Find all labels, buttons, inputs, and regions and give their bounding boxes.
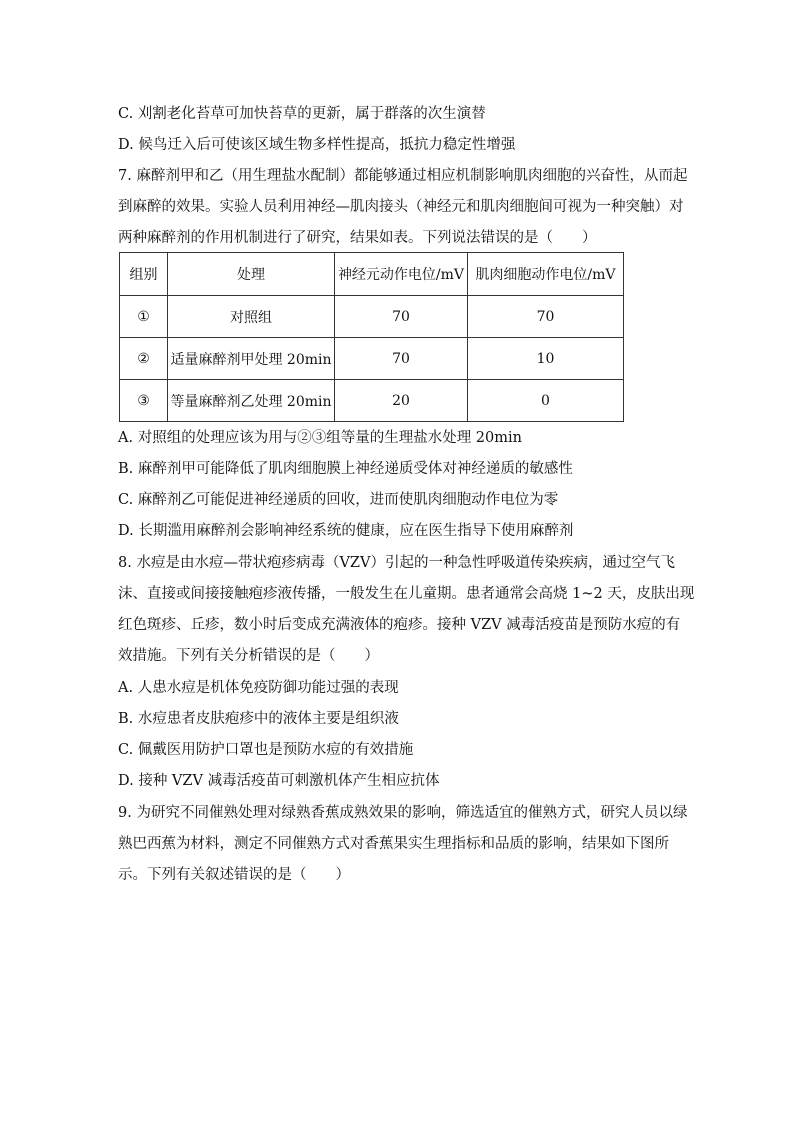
cell-treatment: 适量麻醉剂甲处理 20min — [168, 338, 335, 380]
question-9-stem-line-3: 示。下列有关叙述错误的是（ ） — [118, 867, 350, 883]
cell-treatment: 对照组 — [168, 296, 335, 338]
table-row — [120, 338, 624, 380]
header-muscle-potential: 肌肉细胞动作电位/mV — [468, 253, 624, 296]
cell-treatment: 等量麻醉剂乙处理 20min — [168, 380, 335, 422]
question-8-stem-line-1: 8. 水痘是由水痘—带状疱疹病毒（VZV）引起的一种急性呼吸道传染疾病，通过空气飞 — [118, 555, 675, 571]
question-8-stem-line-3: 红色斑疹、丘疹，数小时后变成充满液体的疱疹。接种 VZV 减毒活疫苗是预防水痘的有 — [118, 617, 681, 633]
option-c-q7: C. 麻醉剂乙可能促进神经递质的回收，进而使肌肉细胞动作电位为零 — [118, 492, 559, 508]
question-8-stem-line-2: 沫、直接或间接接触疱疹液传播，一般发生在儿童期。患者通常会高烧 1~2 天，皮肤出现 — [118, 586, 695, 602]
cell-muscle-value: 10 — [468, 338, 624, 380]
header-treatment: 处理 — [168, 253, 335, 296]
option-d-q6: D. 候鸟迁入后可使该区域生物多样性提高，抵抗力稳定性增强 — [118, 137, 516, 153]
cell-muscle-value: 0 — [468, 380, 624, 422]
header-neuron-potential: 神经元动作电位/mV — [335, 253, 468, 296]
table-row — [120, 380, 624, 422]
experiment-table — [119, 252, 624, 422]
cell-neuron-value: 70 — [335, 296, 468, 338]
table-header-row — [120, 253, 624, 296]
cell-group: ① — [120, 296, 168, 338]
question-7-stem-line-2: 到麻醉的效果。实验人员利用神经—肌肉接头（神经元和肌肉细胞间可视为一种突触）对 — [118, 199, 684, 215]
question-8-stem-line-4: 效措施。下列有关分析错误的是（ ） — [118, 648, 379, 664]
option-d-q8: D. 接种 VZV 减毒活疫苗可刺激机体产生相应抗体 — [118, 773, 440, 789]
cell-group: ③ — [120, 380, 168, 422]
cell-group: ② — [120, 338, 168, 380]
option-d-q7: D. 长期滥用麻醉剂会影响神经系统的健康，应在医生指导下使用麻醉剂 — [118, 523, 574, 539]
option-b-q7: B. 麻醉剂甲可能降低了肌肉细胞膜上神经递质受体对神经递质的敏感性 — [118, 461, 573, 477]
cell-neuron-value: 70 — [335, 338, 468, 380]
question-7-stem-line-1: 7. 麻醉剂甲和乙（用生理盐水配制）都能够通过相应机制影响肌肉细胞的兴奋性，从而起 — [118, 168, 688, 184]
option-a-q7: A. 对照组的处理应该为用与②③组等量的生理盐水处理 20min — [118, 430, 522, 446]
option-b-q8: B. 水痘患者皮肤疱疹中的液体主要是组织液 — [118, 711, 399, 727]
cell-neuron-value: 20 — [335, 380, 468, 422]
header-group: 组别 — [120, 253, 168, 296]
cell-muscle-value: 70 — [468, 296, 624, 338]
option-c-q6: C. 刈割老化苔草可加快苔草的更新，属于群落的次生演替 — [118, 106, 486, 122]
option-c-q8: C. 佩戴医用防护口罩也是预防水痘的有效措施 — [118, 742, 414, 758]
table-row — [120, 296, 624, 338]
question-9-stem-line-1: 9. 为研究不同催熟处理对绿熟香蕉成熟效果的影响，筛选适宜的催熟方式，研究人员以绿 — [118, 805, 688, 821]
question-7-stem-line-3: 两种麻醉剂的作用机制进行了研究，结果如表。下列说法错误的是（ ） — [118, 230, 597, 246]
option-a-q8: A. 人患水痘是机体免疫防御功能过强的表现 — [118, 680, 399, 696]
question-9-stem-line-2: 熟巴西蕉为材料，测定不同催熟方式对香蕉果实生理指标和品质的影响，结果如下图所 — [118, 836, 669, 852]
